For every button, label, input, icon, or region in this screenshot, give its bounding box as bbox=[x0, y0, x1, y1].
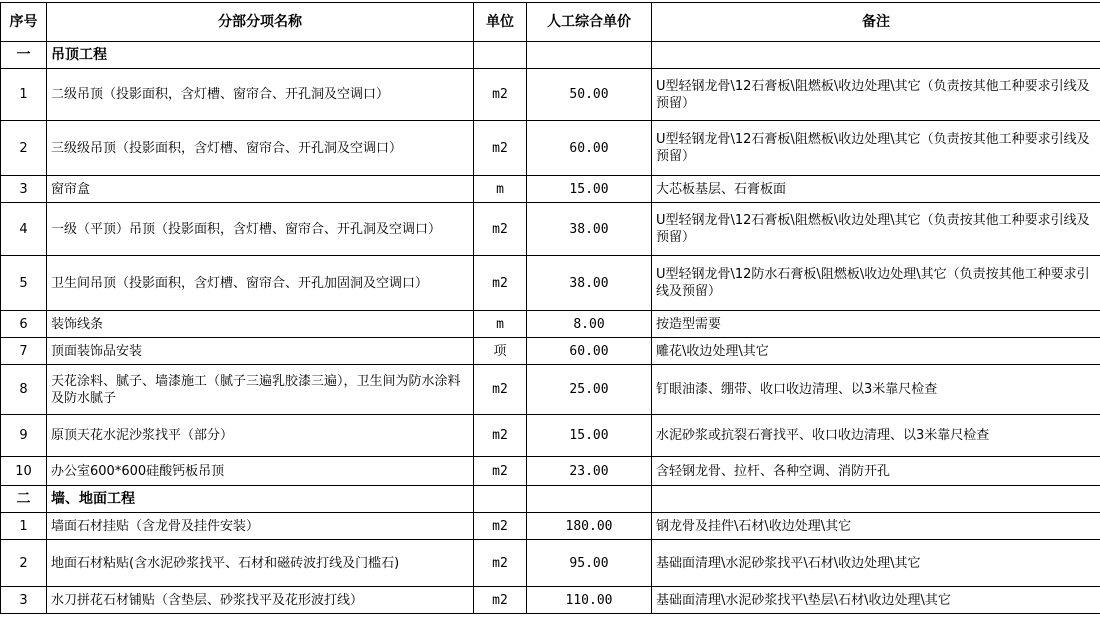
row-seq: 5 bbox=[1, 256, 47, 311]
row-seq: 6 bbox=[1, 311, 47, 338]
table-row bbox=[1, 256, 1100, 311]
row-name: 顶面装饰品安装 bbox=[47, 338, 474, 365]
table-row bbox=[1, 176, 1100, 203]
row-seq: 8 bbox=[1, 365, 47, 415]
row-note: 含轻钢龙骨、拉杆、各种空调、消防开孔 bbox=[652, 457, 1100, 486]
row-name: 装饰线条 bbox=[47, 311, 474, 338]
row-unit: m bbox=[474, 176, 527, 203]
table-row bbox=[1, 457, 1100, 486]
row-note: 水泥砂浆或抗裂石膏找平、收口收边清理、以3米靠尺检查 bbox=[652, 415, 1100, 457]
row-seq: 2 bbox=[1, 540, 47, 587]
row-name: 窗帘盒 bbox=[47, 176, 474, 203]
row-price: 15.00 bbox=[527, 415, 652, 457]
row-name: 卫生间吊顶（投影面积，含灯槽、窗帘合、开孔加固洞及空调口） bbox=[47, 256, 474, 311]
header-row bbox=[1, 3, 1100, 42]
row-price: 15.00 bbox=[527, 176, 652, 203]
row-seq: 4 bbox=[1, 203, 47, 256]
section-row bbox=[1, 486, 1100, 513]
row-note: U型轻钢龙骨\12石膏板\阻燃板\收边处理\其它（负责按其他工种要求引线及预留） bbox=[652, 121, 1100, 176]
row-name: 二级吊顶（投影面积，含灯槽、窗帘合、开孔洞及空调口） bbox=[47, 69, 474, 121]
table-row bbox=[1, 415, 1100, 457]
table-row bbox=[1, 540, 1100, 587]
row-note bbox=[652, 42, 1100, 69]
row-name: 一级（平顶）吊顶（投影面积，含灯槽、窗帘合、开孔洞及空调口） bbox=[47, 203, 474, 256]
row-price: 95.00 bbox=[527, 540, 652, 587]
row-unit: m2 bbox=[474, 587, 527, 614]
row-seq: 1 bbox=[1, 69, 47, 121]
table-row bbox=[1, 121, 1100, 176]
row-unit: m2 bbox=[474, 513, 527, 540]
row-name: 原顶天花水泥沙浆找平（部分） bbox=[47, 415, 474, 457]
row-price: 110.00 bbox=[527, 587, 652, 614]
row-seq: 9 bbox=[1, 415, 47, 457]
row-price: 50.00 bbox=[527, 69, 652, 121]
row-unit: m2 bbox=[474, 121, 527, 176]
row-price: 38.00 bbox=[527, 256, 652, 311]
header-name: 分部分项名称 bbox=[47, 3, 474, 42]
row-price: 60.00 bbox=[527, 338, 652, 365]
row-note: 大芯板基层、石膏板面 bbox=[652, 176, 1100, 203]
row-name: 办公室600*600硅酸钙板吊顶 bbox=[47, 457, 474, 486]
row-name: 墙面石材挂贴（含龙骨及挂件安装） bbox=[47, 513, 474, 540]
header-unit: 单位 bbox=[474, 3, 527, 42]
row-seq: 3 bbox=[1, 176, 47, 203]
row-seq: 3 bbox=[1, 587, 47, 614]
row-note: 基础面清理\水泥砂浆找平\垫层\石材\收边处理\其它 bbox=[652, 587, 1100, 614]
table-row bbox=[1, 69, 1100, 121]
row-name: 地面石材粘贴(含水泥砂浆找平、石材和磁砖波打线及门槛石) bbox=[47, 540, 474, 587]
row-note: 雕花\收边处理\其它 bbox=[652, 338, 1100, 365]
row-price: 60.00 bbox=[527, 121, 652, 176]
row-unit: m2 bbox=[474, 256, 527, 311]
table-row bbox=[1, 203, 1100, 256]
row-price: 180.00 bbox=[527, 513, 652, 540]
header-price: 人工综合单价 bbox=[527, 3, 652, 42]
row-note: 钉眼油漆、绷带、收口收边清理、以3米靠尺检查 bbox=[652, 365, 1100, 415]
row-seq: 10 bbox=[1, 457, 47, 486]
row-unit: m2 bbox=[474, 540, 527, 587]
row-name: 三级级吊顶（投影面积，含灯槽、窗帘合、开孔洞及空调口） bbox=[47, 121, 474, 176]
row-price: 25.00 bbox=[527, 365, 652, 415]
row-note: U型轻钢龙骨\12石膏板\阻燃板\收边处理\其它（负责按其他工种要求引线及预留） bbox=[652, 69, 1100, 121]
row-price: 38.00 bbox=[527, 203, 652, 256]
section-row bbox=[1, 42, 1100, 69]
row-unit bbox=[474, 42, 527, 69]
row-price bbox=[527, 486, 652, 513]
row-unit: m2 bbox=[474, 457, 527, 486]
row-price: 8.00 bbox=[527, 311, 652, 338]
row-note: 基础面清理\水泥砂浆找平\石材\收边处理\其它 bbox=[652, 540, 1100, 587]
row-seq: 二 bbox=[1, 486, 47, 513]
table-row bbox=[1, 587, 1100, 614]
row-unit: m2 bbox=[474, 365, 527, 415]
row-unit: m bbox=[474, 311, 527, 338]
row-name: 吊顶工程 bbox=[47, 42, 474, 69]
table-row bbox=[1, 338, 1100, 365]
row-note: 按造型需要 bbox=[652, 311, 1100, 338]
row-note bbox=[652, 486, 1100, 513]
row-note: U型轻钢龙骨\12石膏板\阻燃板\收边处理\其它（负责按其他工种要求引线及预留） bbox=[652, 203, 1100, 256]
row-name: 水刀拼花石材铺贴（含垫层、砂浆找平及花形波打线） bbox=[47, 587, 474, 614]
row-name: 墙、地面工程 bbox=[47, 486, 474, 513]
row-seq: 2 bbox=[1, 121, 47, 176]
price-table bbox=[0, 2, 1100, 614]
row-seq: 一 bbox=[1, 42, 47, 69]
row-seq: 1 bbox=[1, 513, 47, 540]
header-note: 备注 bbox=[652, 3, 1100, 42]
table-row bbox=[1, 513, 1100, 540]
row-unit: m2 bbox=[474, 415, 527, 457]
row-unit: m2 bbox=[474, 203, 527, 256]
row-unit: m2 bbox=[474, 69, 527, 121]
header-seq: 序号 bbox=[1, 3, 47, 42]
row-note: 钢龙骨及挂件\石材\收边处理\其它 bbox=[652, 513, 1100, 540]
row-price bbox=[527, 42, 652, 69]
row-note: U型轻钢龙骨\12防水石膏板\阻燃板\收边处理\其它（负责按其他工种要求引线及预留） bbox=[652, 256, 1100, 311]
row-unit: 项 bbox=[474, 338, 527, 365]
table-row bbox=[1, 311, 1100, 338]
table-row bbox=[1, 365, 1100, 415]
row-seq: 7 bbox=[1, 338, 47, 365]
row-name: 天花涂料、腻子、墙漆施工（腻子三遍乳胶漆三遍），卫生间为防水涂料及防水腻子 bbox=[47, 365, 474, 415]
row-unit bbox=[474, 486, 527, 513]
row-price: 23.00 bbox=[527, 457, 652, 486]
